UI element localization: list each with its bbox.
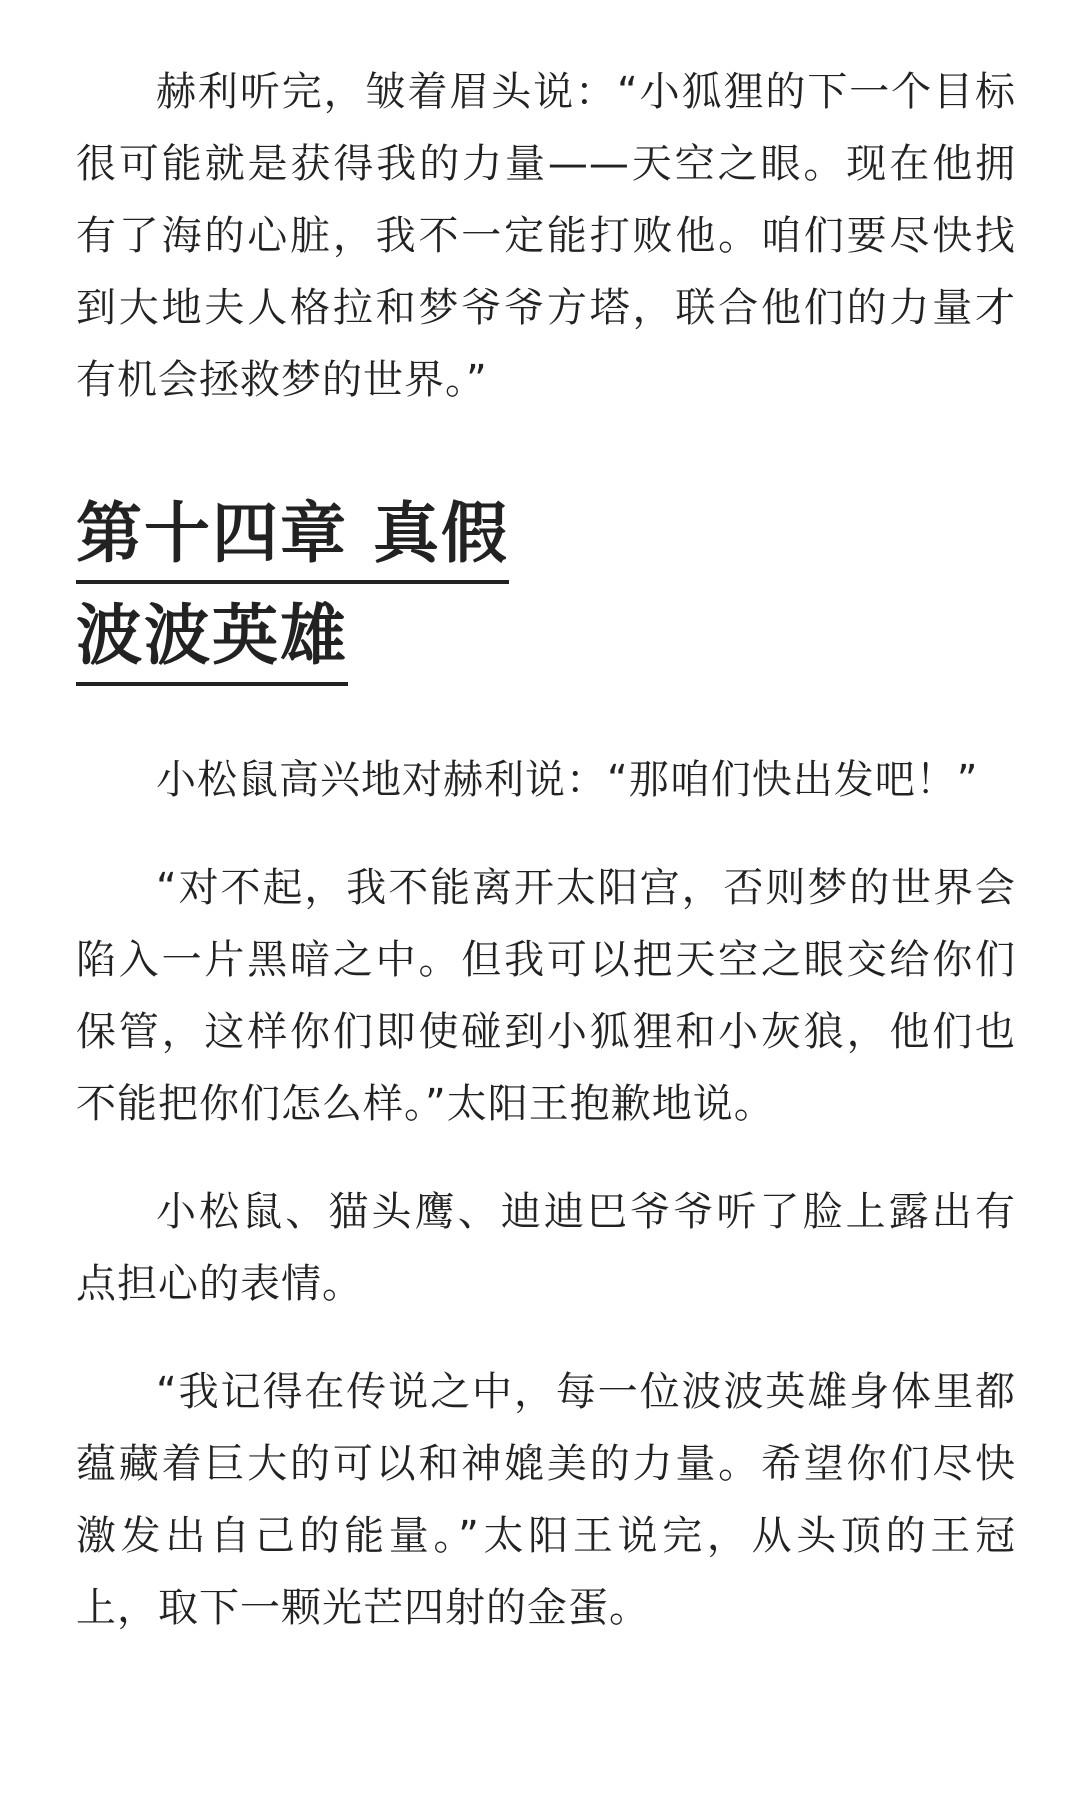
paragraph-friends-worried: 小松鼠、猫头鹰、迪迪巴爷爷听了脸上露出有点担心的表情。 — [76, 1189, 1016, 1307]
book-page — [76, 56, 1016, 1644]
paragraph-heli-speech: 赫利听完，皱着眉头说：“小狐狸的下一个目标很可能就是获得我的力量——天空之眼。现在他拥有了海的心脏，我不一定能打败他。咱们要尽快找到大地夫人格拉和梦爷爷方塔，联合他们的力量才有机会拯救梦的世界。” — [76, 69, 1016, 403]
chapter-title-line-1: 第十四章 真假 — [76, 494, 509, 584]
chapter-heading — [76, 494, 1016, 686]
paragraph-squirrel-speech: 小松鼠高兴地对赫利说：“那咱们快出发吧！” — [156, 757, 979, 803]
paragraph-sun-king-apology: “对不起，我不能离开太阳宫，否则梦的世界会陷入一片黑暗之中。但我可以把天空之眼交给你们保管，这样你们即使碰到小狐狸和小灰狼，他们也不能把你们怎么样。”太阳王抱歉地说。 — [76, 865, 1016, 1127]
paragraph-sun-king-legend: “我记得在传说之中，每一位波波英雄身体里都蕴藏着巨大的可以和神媲美的力量。希望你们尽快激发出自己的能量。”太阳王说完，从头顶的王冠上，取下一颗光芒四射的金蛋。 — [76, 1369, 1016, 1631]
chapter-title-line-2: 波波英雄 — [76, 596, 348, 686]
